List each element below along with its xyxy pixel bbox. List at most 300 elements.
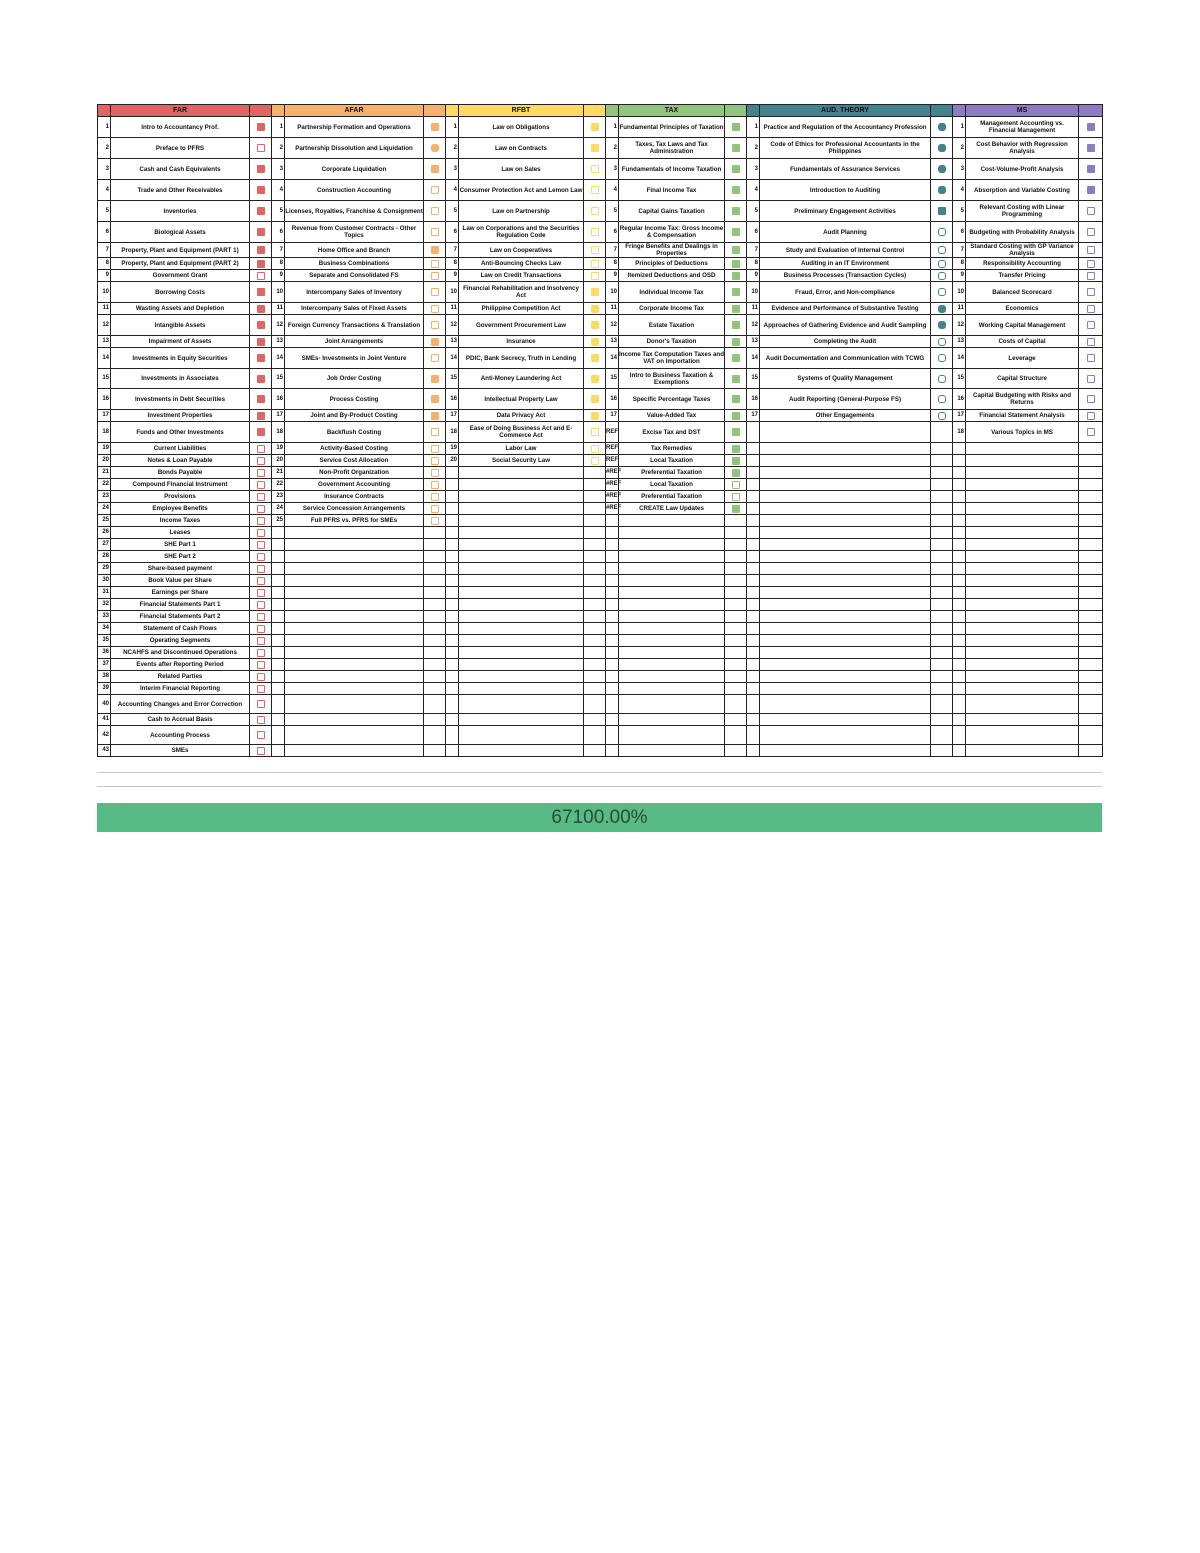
- checkbox-cell[interactable]: [424, 714, 446, 726]
- checkbox-cell[interactable]: [584, 527, 606, 539]
- unchecked-checkbox-icon[interactable]: [732, 493, 740, 501]
- checkbox-cell[interactable]: [931, 389, 953, 410]
- checkbox-cell[interactable]: [424, 389, 446, 410]
- checked-checkbox-icon[interactable]: [732, 412, 740, 420]
- checkbox-cell[interactable]: [250, 138, 272, 159]
- checkbox-cell[interactable]: [584, 623, 606, 635]
- unchecked-checkbox-icon[interactable]: [257, 685, 265, 693]
- checkbox-cell[interactable]: [424, 201, 446, 222]
- checked-checkbox-icon[interactable]: [732, 288, 740, 296]
- checkbox-cell[interactable]: [584, 282, 606, 303]
- checkbox-cell[interactable]: [725, 336, 747, 348]
- checkbox-cell[interactable]: [584, 389, 606, 410]
- checked-checkbox-icon[interactable]: [591, 354, 599, 362]
- unchecked-checkbox-icon[interactable]: [1087, 354, 1095, 362]
- checkbox-cell[interactable]: [424, 551, 446, 563]
- checkbox-cell[interactable]: [1079, 270, 1103, 282]
- unchecked-checkbox-icon[interactable]: [257, 553, 265, 561]
- unchecked-checkbox-icon[interactable]: [257, 613, 265, 621]
- unchecked-checkbox-icon[interactable]: [431, 493, 439, 501]
- checkbox-cell[interactable]: [584, 410, 606, 422]
- checkbox-cell[interactable]: [1079, 587, 1103, 599]
- checkbox-cell[interactable]: [725, 503, 747, 515]
- checkbox-cell[interactable]: [1079, 491, 1103, 503]
- checkbox-cell[interactable]: [250, 282, 272, 303]
- unchecked-checkbox-icon[interactable]: [257, 493, 265, 501]
- unchecked-checkbox-icon[interactable]: [591, 186, 599, 194]
- checkbox-cell[interactable]: [584, 303, 606, 315]
- checked-checkbox-icon[interactable]: [732, 375, 740, 383]
- unchecked-checkbox-icon[interactable]: [431, 481, 439, 489]
- checkbox-cell[interactable]: [725, 527, 747, 539]
- checkbox-cell[interactable]: [250, 467, 272, 479]
- checkbox-cell[interactable]: [725, 258, 747, 270]
- checkbox-cell[interactable]: [931, 315, 953, 336]
- checkbox-cell[interactable]: [250, 389, 272, 410]
- checkbox-cell[interactable]: [424, 369, 446, 389]
- checkbox-cell[interactable]: [725, 635, 747, 647]
- checkbox-cell[interactable]: [424, 563, 446, 575]
- checkbox-cell[interactable]: [725, 282, 747, 303]
- checkbox-cell[interactable]: [584, 714, 606, 726]
- checkbox-cell[interactable]: [584, 270, 606, 282]
- unchecked-checkbox-icon[interactable]: [431, 469, 439, 477]
- checkbox-cell[interactable]: [725, 243, 747, 258]
- checkbox-cell[interactable]: [931, 575, 953, 587]
- unchecked-checkbox-icon[interactable]: [257, 577, 265, 585]
- checkbox-cell[interactable]: [725, 455, 747, 467]
- unchecked-checkbox-icon[interactable]: [257, 700, 265, 708]
- checkbox-cell[interactable]: [424, 159, 446, 180]
- unchecked-checkbox-icon[interactable]: [1087, 375, 1095, 383]
- checkbox-cell[interactable]: [725, 180, 747, 201]
- unchecked-checkbox-icon[interactable]: [938, 260, 946, 268]
- unchecked-checkbox-icon[interactable]: [1087, 321, 1095, 329]
- checkbox-cell[interactable]: [931, 159, 953, 180]
- checkbox-cell[interactable]: [584, 695, 606, 714]
- checked-checkbox-icon[interactable]: [257, 186, 265, 194]
- checked-checkbox-icon[interactable]: [257, 338, 265, 346]
- checkbox-cell[interactable]: [725, 563, 747, 575]
- checkbox-cell[interactable]: [725, 303, 747, 315]
- checkbox-cell[interactable]: [250, 410, 272, 422]
- checkbox-cell[interactable]: [424, 138, 446, 159]
- checked-checkbox-icon[interactable]: [257, 305, 265, 313]
- checkbox-cell[interactable]: [931, 635, 953, 647]
- checkbox-cell[interactable]: [725, 348, 747, 369]
- checkbox-cell[interactable]: [424, 222, 446, 243]
- checkbox-cell[interactable]: [931, 180, 953, 201]
- checked-checkbox-icon[interactable]: [431, 165, 439, 173]
- checked-checkbox-icon[interactable]: [732, 395, 740, 403]
- checkbox-cell[interactable]: [931, 623, 953, 635]
- checked-checkbox-icon[interactable]: [732, 272, 740, 280]
- unchecked-checkbox-icon[interactable]: [591, 428, 599, 436]
- checkbox-cell[interactable]: [424, 315, 446, 336]
- checkbox-cell[interactable]: [250, 527, 272, 539]
- checkbox-cell[interactable]: [250, 270, 272, 282]
- unchecked-checkbox-icon[interactable]: [257, 481, 265, 489]
- checkbox-cell[interactable]: [584, 539, 606, 551]
- unchecked-checkbox-icon[interactable]: [591, 272, 599, 280]
- checkbox-cell[interactable]: [424, 270, 446, 282]
- checkbox-cell[interactable]: [424, 635, 446, 647]
- checkbox-cell[interactable]: [1079, 551, 1103, 563]
- checkbox-cell[interactable]: [250, 695, 272, 714]
- unchecked-checkbox-icon[interactable]: [591, 445, 599, 453]
- unchecked-checkbox-icon[interactable]: [431, 305, 439, 313]
- unchecked-checkbox-icon[interactable]: [257, 601, 265, 609]
- checkbox-cell[interactable]: [725, 410, 747, 422]
- checked-checkbox-icon[interactable]: [732, 144, 740, 152]
- checkbox-cell[interactable]: [424, 515, 446, 527]
- checkbox-cell[interactable]: [250, 201, 272, 222]
- checkbox-cell[interactable]: [1079, 467, 1103, 479]
- unchecked-checkbox-icon[interactable]: [431, 445, 439, 453]
- checkbox-cell[interactable]: [725, 159, 747, 180]
- checkbox-cell[interactable]: [424, 587, 446, 599]
- checkbox-cell[interactable]: [584, 369, 606, 389]
- checked-checkbox-icon[interactable]: [591, 321, 599, 329]
- unchecked-checkbox-icon[interactable]: [257, 589, 265, 597]
- checkbox-cell[interactable]: [725, 683, 747, 695]
- checkbox-cell[interactable]: [725, 389, 747, 410]
- checkbox-cell[interactable]: [584, 315, 606, 336]
- checkbox-cell[interactable]: [584, 117, 606, 138]
- checkbox-cell[interactable]: [931, 222, 953, 243]
- checkbox-cell[interactable]: [931, 467, 953, 479]
- checkbox-cell[interactable]: [584, 467, 606, 479]
- unchecked-checkbox-icon[interactable]: [431, 260, 439, 268]
- unchecked-checkbox-icon[interactable]: [431, 272, 439, 280]
- checkbox-cell[interactable]: [424, 695, 446, 714]
- checkbox-cell[interactable]: [584, 201, 606, 222]
- checked-checkbox-icon[interactable]: [257, 165, 265, 173]
- checkbox-cell[interactable]: [931, 527, 953, 539]
- checked-checkbox-icon[interactable]: [1087, 123, 1095, 131]
- checkbox-cell[interactable]: [424, 410, 446, 422]
- checked-checkbox-icon[interactable]: [257, 207, 265, 215]
- checkbox-cell[interactable]: [931, 539, 953, 551]
- checkbox-cell[interactable]: [931, 348, 953, 369]
- checkbox-cell[interactable]: [1079, 563, 1103, 575]
- checkbox-cell[interactable]: [725, 714, 747, 726]
- checkbox-cell[interactable]: [725, 647, 747, 659]
- checkbox-cell[interactable]: [584, 258, 606, 270]
- checkbox-cell[interactable]: [250, 671, 272, 683]
- checkbox-cell[interactable]: [725, 315, 747, 336]
- unchecked-checkbox-icon[interactable]: [257, 716, 265, 724]
- checkbox-cell[interactable]: [584, 659, 606, 671]
- checkbox-cell[interactable]: [250, 599, 272, 611]
- checkbox-cell[interactable]: [250, 575, 272, 587]
- unchecked-checkbox-icon[interactable]: [1087, 412, 1095, 420]
- unchecked-checkbox-icon[interactable]: [257, 541, 265, 549]
- checkbox-cell[interactable]: [424, 117, 446, 138]
- unchecked-checkbox-icon[interactable]: [431, 207, 439, 215]
- checkbox-cell[interactable]: [584, 455, 606, 467]
- checkbox-cell[interactable]: [931, 282, 953, 303]
- unchecked-checkbox-icon[interactable]: [938, 338, 946, 346]
- checkbox-cell[interactable]: [1079, 539, 1103, 551]
- checkbox-cell[interactable]: [250, 714, 272, 726]
- checkbox-cell[interactable]: [250, 479, 272, 491]
- unchecked-checkbox-icon[interactable]: [257, 565, 265, 573]
- checkbox-cell[interactable]: [424, 745, 446, 757]
- checked-checkbox-icon[interactable]: [732, 165, 740, 173]
- checkbox-cell[interactable]: [931, 410, 953, 422]
- checkbox-cell[interactable]: [725, 659, 747, 671]
- unchecked-checkbox-icon[interactable]: [591, 207, 599, 215]
- checked-checkbox-icon[interactable]: [431, 144, 439, 152]
- checked-checkbox-icon[interactable]: [591, 144, 599, 152]
- checked-checkbox-icon[interactable]: [257, 123, 265, 131]
- checked-checkbox-icon[interactable]: [431, 375, 439, 383]
- checkbox-cell[interactable]: [250, 348, 272, 369]
- checkbox-cell[interactable]: [931, 258, 953, 270]
- checkbox-cell[interactable]: [931, 599, 953, 611]
- checkbox-cell[interactable]: [584, 647, 606, 659]
- unchecked-checkbox-icon[interactable]: [431, 228, 439, 236]
- checked-checkbox-icon[interactable]: [732, 457, 740, 465]
- checkbox-cell[interactable]: [725, 201, 747, 222]
- checked-checkbox-icon[interactable]: [938, 165, 946, 173]
- checkbox-cell[interactable]: [1079, 258, 1103, 270]
- checked-checkbox-icon[interactable]: [1087, 144, 1095, 152]
- checked-checkbox-icon[interactable]: [431, 338, 439, 346]
- checkbox-cell[interactable]: [725, 539, 747, 551]
- checked-checkbox-icon[interactable]: [431, 395, 439, 403]
- unchecked-checkbox-icon[interactable]: [938, 354, 946, 362]
- checkbox-cell[interactable]: [725, 270, 747, 282]
- checkbox-cell[interactable]: [424, 422, 446, 443]
- checkbox-cell[interactable]: [424, 503, 446, 515]
- checked-checkbox-icon[interactable]: [732, 123, 740, 131]
- checkbox-cell[interactable]: [424, 575, 446, 587]
- checkbox-cell[interactable]: [725, 599, 747, 611]
- checkbox-cell[interactable]: [931, 201, 953, 222]
- checkbox-cell[interactable]: [1079, 336, 1103, 348]
- checkbox-cell[interactable]: [1079, 659, 1103, 671]
- checkbox-cell[interactable]: [424, 611, 446, 623]
- checkbox-cell[interactable]: [931, 671, 953, 683]
- checkbox-cell[interactable]: [931, 714, 953, 726]
- checkbox-cell[interactable]: [584, 243, 606, 258]
- unchecked-checkbox-icon[interactable]: [257, 731, 265, 739]
- unchecked-checkbox-icon[interactable]: [431, 457, 439, 465]
- checkbox-cell[interactable]: [584, 503, 606, 515]
- checkbox-cell[interactable]: [424, 726, 446, 745]
- unchecked-checkbox-icon[interactable]: [591, 457, 599, 465]
- checkbox-cell[interactable]: [584, 563, 606, 575]
- checkbox-cell[interactable]: [584, 336, 606, 348]
- checkbox-cell[interactable]: [584, 159, 606, 180]
- checked-checkbox-icon[interactable]: [591, 395, 599, 403]
- checked-checkbox-icon[interactable]: [732, 469, 740, 477]
- checkbox-cell[interactable]: [725, 551, 747, 563]
- checkbox-cell[interactable]: [931, 611, 953, 623]
- checkbox-cell[interactable]: [250, 243, 272, 258]
- checked-checkbox-icon[interactable]: [938, 123, 946, 131]
- checked-checkbox-icon[interactable]: [1087, 186, 1095, 194]
- checkbox-cell[interactable]: [1079, 159, 1103, 180]
- checkbox-cell[interactable]: [424, 243, 446, 258]
- unchecked-checkbox-icon[interactable]: [1087, 395, 1095, 403]
- checkbox-cell[interactable]: [424, 336, 446, 348]
- unchecked-checkbox-icon[interactable]: [938, 272, 946, 280]
- checkbox-cell[interactable]: [250, 745, 272, 757]
- checkbox-cell[interactable]: [584, 635, 606, 647]
- checkbox-cell[interactable]: [1079, 303, 1103, 315]
- checked-checkbox-icon[interactable]: [938, 186, 946, 194]
- checkbox-cell[interactable]: [424, 527, 446, 539]
- checkbox-cell[interactable]: [1079, 315, 1103, 336]
- checkbox-cell[interactable]: [584, 222, 606, 243]
- checkbox-cell[interactable]: [931, 563, 953, 575]
- checkbox-cell[interactable]: [250, 563, 272, 575]
- checkbox-cell[interactable]: [931, 726, 953, 745]
- checkbox-cell[interactable]: [725, 422, 747, 443]
- unchecked-checkbox-icon[interactable]: [938, 412, 946, 420]
- unchecked-checkbox-icon[interactable]: [431, 186, 439, 194]
- checkbox-cell[interactable]: [931, 683, 953, 695]
- checkbox-cell[interactable]: [584, 611, 606, 623]
- checkbox-cell[interactable]: [931, 515, 953, 527]
- unchecked-checkbox-icon[interactable]: [591, 260, 599, 268]
- checkbox-cell[interactable]: [584, 348, 606, 369]
- checked-checkbox-icon[interactable]: [732, 186, 740, 194]
- checkbox-cell[interactable]: [250, 443, 272, 455]
- checkbox-cell[interactable]: [250, 611, 272, 623]
- checkbox-cell[interactable]: [725, 745, 747, 757]
- checkbox-cell[interactable]: [931, 303, 953, 315]
- checkbox-cell[interactable]: [424, 539, 446, 551]
- unchecked-checkbox-icon[interactable]: [1087, 228, 1095, 236]
- checkbox-cell[interactable]: [1079, 180, 1103, 201]
- checkbox-cell[interactable]: [931, 270, 953, 282]
- checkbox-cell[interactable]: [1079, 389, 1103, 410]
- unchecked-checkbox-icon[interactable]: [1087, 272, 1095, 280]
- unchecked-checkbox-icon[interactable]: [257, 637, 265, 645]
- checkbox-cell[interactable]: [1079, 683, 1103, 695]
- checkbox-cell[interactable]: [1079, 455, 1103, 467]
- checked-checkbox-icon[interactable]: [257, 375, 265, 383]
- unchecked-checkbox-icon[interactable]: [257, 457, 265, 465]
- checkbox-cell[interactable]: [424, 491, 446, 503]
- checkbox-cell[interactable]: [1079, 726, 1103, 745]
- unchecked-checkbox-icon[interactable]: [1087, 288, 1095, 296]
- checkbox-cell[interactable]: [931, 443, 953, 455]
- checkbox-cell[interactable]: [250, 222, 272, 243]
- checkbox-cell[interactable]: [1079, 282, 1103, 303]
- checked-checkbox-icon[interactable]: [257, 354, 265, 362]
- checkbox-cell[interactable]: [424, 683, 446, 695]
- checkbox-cell[interactable]: [1079, 117, 1103, 138]
- checkbox-cell[interactable]: [725, 587, 747, 599]
- checkbox-cell[interactable]: [250, 258, 272, 270]
- checkbox-cell[interactable]: [725, 443, 747, 455]
- checkbox-cell[interactable]: [1079, 243, 1103, 258]
- checkbox-cell[interactable]: [250, 683, 272, 695]
- checkbox-cell[interactable]: [725, 575, 747, 587]
- checked-checkbox-icon[interactable]: [732, 445, 740, 453]
- unchecked-checkbox-icon[interactable]: [1087, 260, 1095, 268]
- unchecked-checkbox-icon[interactable]: [431, 517, 439, 525]
- unchecked-checkbox-icon[interactable]: [257, 144, 265, 152]
- checkbox-cell[interactable]: [1079, 623, 1103, 635]
- checkbox-cell[interactable]: [1079, 138, 1103, 159]
- checkbox-cell[interactable]: [584, 671, 606, 683]
- unchecked-checkbox-icon[interactable]: [1087, 246, 1095, 254]
- checked-checkbox-icon[interactable]: [732, 338, 740, 346]
- checkbox-cell[interactable]: [250, 159, 272, 180]
- unchecked-checkbox-icon[interactable]: [938, 228, 946, 236]
- checked-checkbox-icon[interactable]: [732, 260, 740, 268]
- checkbox-cell[interactable]: [931, 647, 953, 659]
- unchecked-checkbox-icon[interactable]: [1087, 338, 1095, 346]
- checked-checkbox-icon[interactable]: [257, 228, 265, 236]
- checked-checkbox-icon[interactable]: [257, 321, 265, 329]
- checkbox-cell[interactable]: [1079, 479, 1103, 491]
- checkbox-cell[interactable]: [1079, 348, 1103, 369]
- unchecked-checkbox-icon[interactable]: [257, 517, 265, 525]
- checked-checkbox-icon[interactable]: [257, 288, 265, 296]
- checkbox-cell[interactable]: [250, 422, 272, 443]
- checkbox-cell[interactable]: [725, 623, 747, 635]
- checkbox-cell[interactable]: [424, 348, 446, 369]
- unchecked-checkbox-icon[interactable]: [938, 375, 946, 383]
- checkbox-cell[interactable]: [584, 587, 606, 599]
- checkbox-cell[interactable]: [1079, 647, 1103, 659]
- checkbox-cell[interactable]: [931, 587, 953, 599]
- checkbox-cell[interactable]: [250, 551, 272, 563]
- checked-checkbox-icon[interactable]: [732, 354, 740, 362]
- checked-checkbox-icon[interactable]: [732, 505, 740, 513]
- checkbox-cell[interactable]: [584, 726, 606, 745]
- checkbox-cell[interactable]: [424, 455, 446, 467]
- unchecked-checkbox-icon[interactable]: [257, 673, 265, 681]
- checkbox-cell[interactable]: [584, 422, 606, 443]
- checked-checkbox-icon[interactable]: [591, 375, 599, 383]
- checkbox-cell[interactable]: [931, 479, 953, 491]
- unchecked-checkbox-icon[interactable]: [938, 395, 946, 403]
- checkbox-cell[interactable]: [424, 647, 446, 659]
- unchecked-checkbox-icon[interactable]: [431, 288, 439, 296]
- checkbox-cell[interactable]: [584, 575, 606, 587]
- checkbox-cell[interactable]: [584, 180, 606, 201]
- unchecked-checkbox-icon[interactable]: [257, 747, 265, 755]
- checkbox-cell[interactable]: [1079, 714, 1103, 726]
- checkbox-cell[interactable]: [424, 659, 446, 671]
- checked-checkbox-icon[interactable]: [938, 144, 946, 152]
- unchecked-checkbox-icon[interactable]: [257, 505, 265, 513]
- checked-checkbox-icon[interactable]: [1087, 165, 1095, 173]
- checkbox-cell[interactable]: [1079, 611, 1103, 623]
- checkbox-cell[interactable]: [725, 671, 747, 683]
- checkbox-cell[interactable]: [725, 515, 747, 527]
- checked-checkbox-icon[interactable]: [938, 321, 946, 329]
- checked-checkbox-icon[interactable]: [591, 288, 599, 296]
- unchecked-checkbox-icon[interactable]: [257, 469, 265, 477]
- checked-checkbox-icon[interactable]: [431, 412, 439, 420]
- checkbox-cell[interactable]: [1079, 222, 1103, 243]
- checkbox-cell[interactable]: [424, 443, 446, 455]
- checkbox-cell[interactable]: [931, 745, 953, 757]
- checkbox-cell[interactable]: [250, 539, 272, 551]
- checked-checkbox-icon[interactable]: [257, 412, 265, 420]
- checkbox-cell[interactable]: [725, 222, 747, 243]
- checked-checkbox-icon[interactable]: [431, 123, 439, 131]
